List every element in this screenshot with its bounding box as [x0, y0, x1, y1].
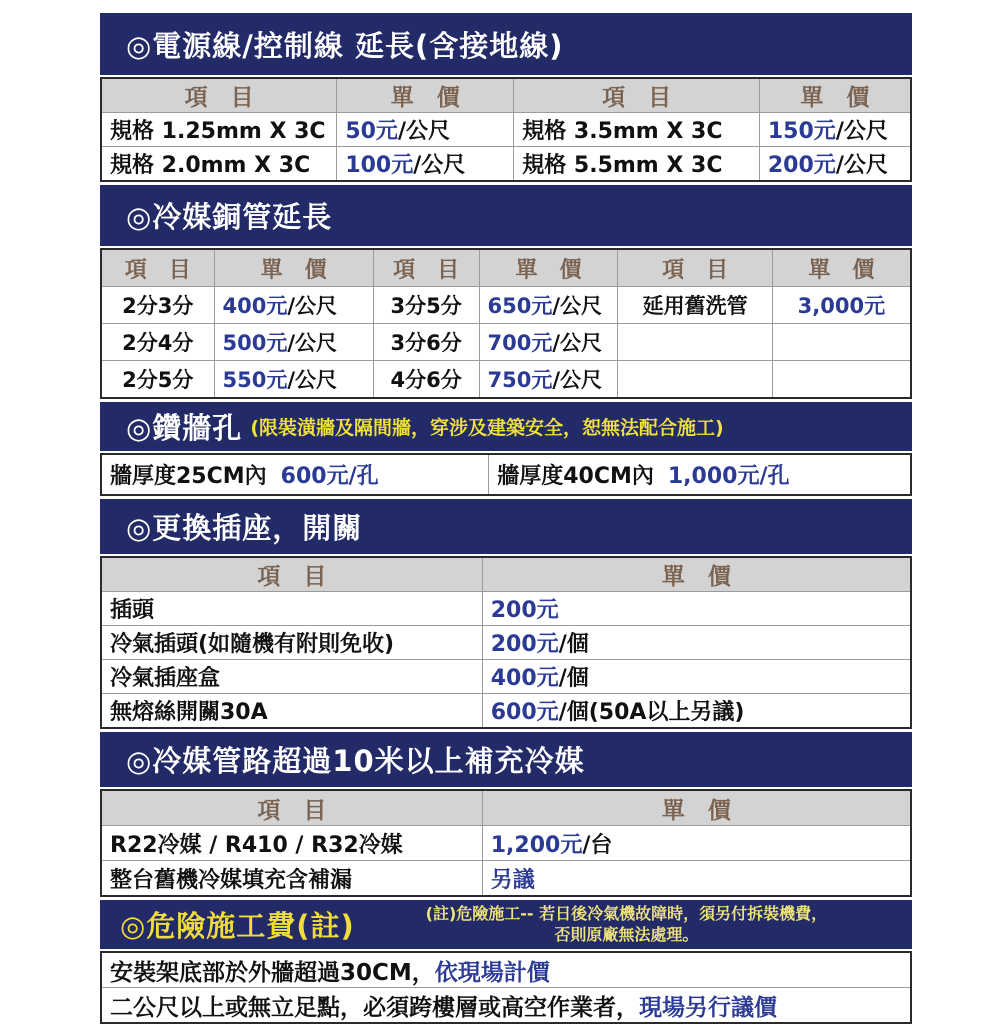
column-header: 項 目 — [617, 250, 771, 286]
table-row — [102, 860, 910, 895]
price-value: 1,200元 — [490, 832, 583, 858]
note-line-1: (註)危險施工-- 若日後冷氣機故障時，須另付拆裝機費， — [425, 903, 828, 923]
price-unit: /公尺 — [552, 294, 603, 318]
price-cell — [482, 861, 910, 895]
section-banner-power-wire — [100, 13, 912, 75]
price-value: 600元 — [490, 700, 559, 725]
item-label: 牆厚度40CM內 — [497, 464, 654, 489]
price-cell — [214, 324, 373, 360]
column-header: 項 目 — [513, 79, 759, 112]
table-row — [102, 625, 910, 659]
price-value: 550元 — [222, 368, 288, 392]
price-value: 200元 — [490, 598, 559, 623]
column-header: 項 目 — [373, 250, 479, 286]
price-value: 50元 — [345, 119, 398, 144]
column-header: 單 價 — [214, 250, 373, 286]
section-title: ◎冷媒銅管延長 — [126, 200, 333, 234]
price-value: 500元 — [222, 331, 288, 355]
item-cell: 冷氣插座盒 — [110, 666, 221, 691]
power-wire-table — [100, 77, 912, 182]
condition-cell — [102, 953, 910, 987]
price-value: 1,000元/孔 — [667, 464, 790, 489]
price-unit: /公尺 — [835, 119, 888, 144]
price-value: 150元 — [767, 119, 836, 144]
column-header: 項 目 — [102, 791, 482, 825]
item-cell: 規格 2.0mm X 3C — [110, 153, 311, 178]
section-banner-socket-switch — [100, 499, 912, 554]
section-title: ◎危險施工費(註) — [120, 909, 355, 943]
item-cell: 3分5分 — [373, 287, 479, 323]
item-cell: 無熔絲開關30A — [110, 700, 268, 725]
section-banner-copper-pipe — [100, 185, 912, 246]
price-sheet — [100, 13, 912, 1024]
table-row — [102, 323, 910, 360]
item-cell: 2分3分 — [122, 294, 194, 318]
socket-switch-table — [100, 556, 912, 729]
item-cell: R22冷媒 / R410 / R32冷媒 — [110, 832, 403, 858]
price-unit: /公尺 — [835, 153, 888, 178]
price-unit: /公尺 — [397, 119, 450, 144]
item-cell: 3分6分 — [373, 324, 479, 360]
price-unit: /個(50A以上另議) — [558, 700, 745, 725]
price-value: 600元/孔 — [280, 464, 379, 489]
section-title: ◎鑽牆孔 — [126, 411, 243, 445]
item-cell: 整台舊機冷媒填充含補漏 — [110, 867, 353, 893]
section-banner-refrigerant-refill — [100, 732, 912, 787]
item-label: 牆厚度25CM內 — [110, 464, 267, 489]
price-cell — [482, 626, 910, 659]
section-banner-danger-fee — [100, 900, 912, 949]
price-cell — [336, 147, 513, 180]
column-header: 單 價 — [482, 558, 910, 591]
wall-drilling-table — [100, 453, 912, 496]
price-cell: 3,000元 — [772, 287, 910, 323]
item-cell — [617, 324, 771, 360]
item-cell: 2分4分 — [122, 331, 194, 355]
column-header: 單 價 — [336, 79, 513, 112]
price-unit: /公尺 — [287, 368, 338, 392]
price-value: 400元 — [490, 666, 559, 691]
section-title: ◎冷媒管路超過10米以上補充冷媒 — [126, 744, 585, 778]
table-row — [102, 825, 910, 860]
table-row — [102, 112, 910, 146]
table-row — [102, 146, 910, 180]
price-cell — [479, 361, 618, 397]
table-row — [102, 987, 910, 1022]
price-cell — [336, 113, 513, 146]
item-cell: 規格 1.25mm X 3C — [110, 119, 326, 144]
condition-cell — [102, 988, 910, 1022]
price-unit: /公尺 — [552, 368, 603, 392]
price-value: 200元 — [490, 632, 559, 657]
section-title: ◎電源線/控制線 延長(含接地線) — [126, 28, 564, 63]
price-cell — [482, 826, 910, 860]
item-cell: 規格 5.5mm X 3C — [513, 147, 759, 180]
price-cell — [482, 694, 910, 727]
price-value: 200元 — [767, 153, 836, 178]
column-header: 單 價 — [772, 250, 910, 286]
price-value: 100元 — [345, 153, 414, 178]
table-row — [102, 591, 910, 625]
column-header: 單 價 — [482, 791, 910, 825]
price-unit: /公尺 — [287, 331, 338, 355]
pricing-note: 現場另行議價 — [639, 994, 777, 1021]
price-value: 700元 — [487, 331, 553, 355]
price-unit: /個 — [558, 666, 589, 691]
price-value: 650元 — [487, 294, 553, 318]
danger-fee-table — [100, 951, 912, 1024]
table-header-row — [102, 79, 910, 112]
table-row — [102, 360, 910, 397]
item-cell: 規格 3.5mm X 3C — [513, 113, 759, 146]
price-cell — [482, 592, 910, 625]
price-unit: /公尺 — [413, 153, 466, 178]
price-cell — [482, 660, 910, 693]
column-header: 單 價 — [759, 79, 910, 112]
item-cell — [617, 361, 771, 397]
section-note: (限裝潢牆及隔間牆，穿涉及建築安全，恕無法配合施工) — [250, 417, 724, 439]
price-cell — [102, 455, 488, 494]
price-cell — [214, 287, 373, 323]
pricing-note: 依現場計價 — [434, 959, 550, 986]
column-header: 單 價 — [479, 250, 618, 286]
table-header-row — [102, 791, 910, 825]
column-header: 項 目 — [102, 558, 482, 591]
item-cell: 4分6分 — [373, 361, 479, 397]
price-value: 750元 — [487, 368, 553, 392]
note-line-2: 否則原廠無法處理。 — [554, 924, 699, 944]
price-cell — [759, 147, 910, 180]
column-header: 項 目 — [102, 250, 214, 286]
price-cell — [772, 324, 910, 360]
section-note — [355, 904, 902, 946]
price-cell — [214, 361, 373, 397]
condition-text: 二公尺以上或無立足點，必須跨樓層或高空作業者， — [110, 994, 639, 1021]
condition-text: 安裝架底部於外牆超過30CM， — [110, 959, 435, 986]
table-header-row — [102, 250, 910, 286]
table-row — [102, 286, 910, 323]
column-header: 項 目 — [102, 79, 336, 112]
price-value: 400元 — [222, 294, 288, 318]
refrigerant-refill-table — [100, 789, 912, 897]
table-row — [102, 455, 910, 494]
item-cell: 插頭 — [110, 598, 155, 623]
table-header-row — [102, 558, 910, 591]
price-value: 另議 — [490, 867, 535, 893]
price-unit: /公尺 — [552, 331, 603, 355]
price-cell — [479, 287, 618, 323]
table-row — [102, 659, 910, 693]
price-cell — [772, 361, 910, 397]
table-row — [102, 953, 910, 987]
table-row — [102, 693, 910, 727]
price-unit: /個 — [558, 632, 589, 657]
price-cell — [759, 113, 910, 146]
price-cell — [488, 455, 910, 494]
item-cell: 冷氣插頭(如隨機有附則免收) — [110, 632, 395, 657]
item-cell: 延用舊洗管 — [617, 287, 771, 323]
section-title: ◎更換插座，開關 — [126, 511, 363, 545]
price-unit: /公尺 — [287, 294, 338, 318]
copper-pipe-table — [100, 248, 912, 399]
item-cell: 2分5分 — [122, 368, 194, 392]
section-banner-wall-drilling — [100, 402, 912, 451]
price-cell — [479, 324, 618, 360]
price-unit: /台 — [582, 832, 613, 858]
